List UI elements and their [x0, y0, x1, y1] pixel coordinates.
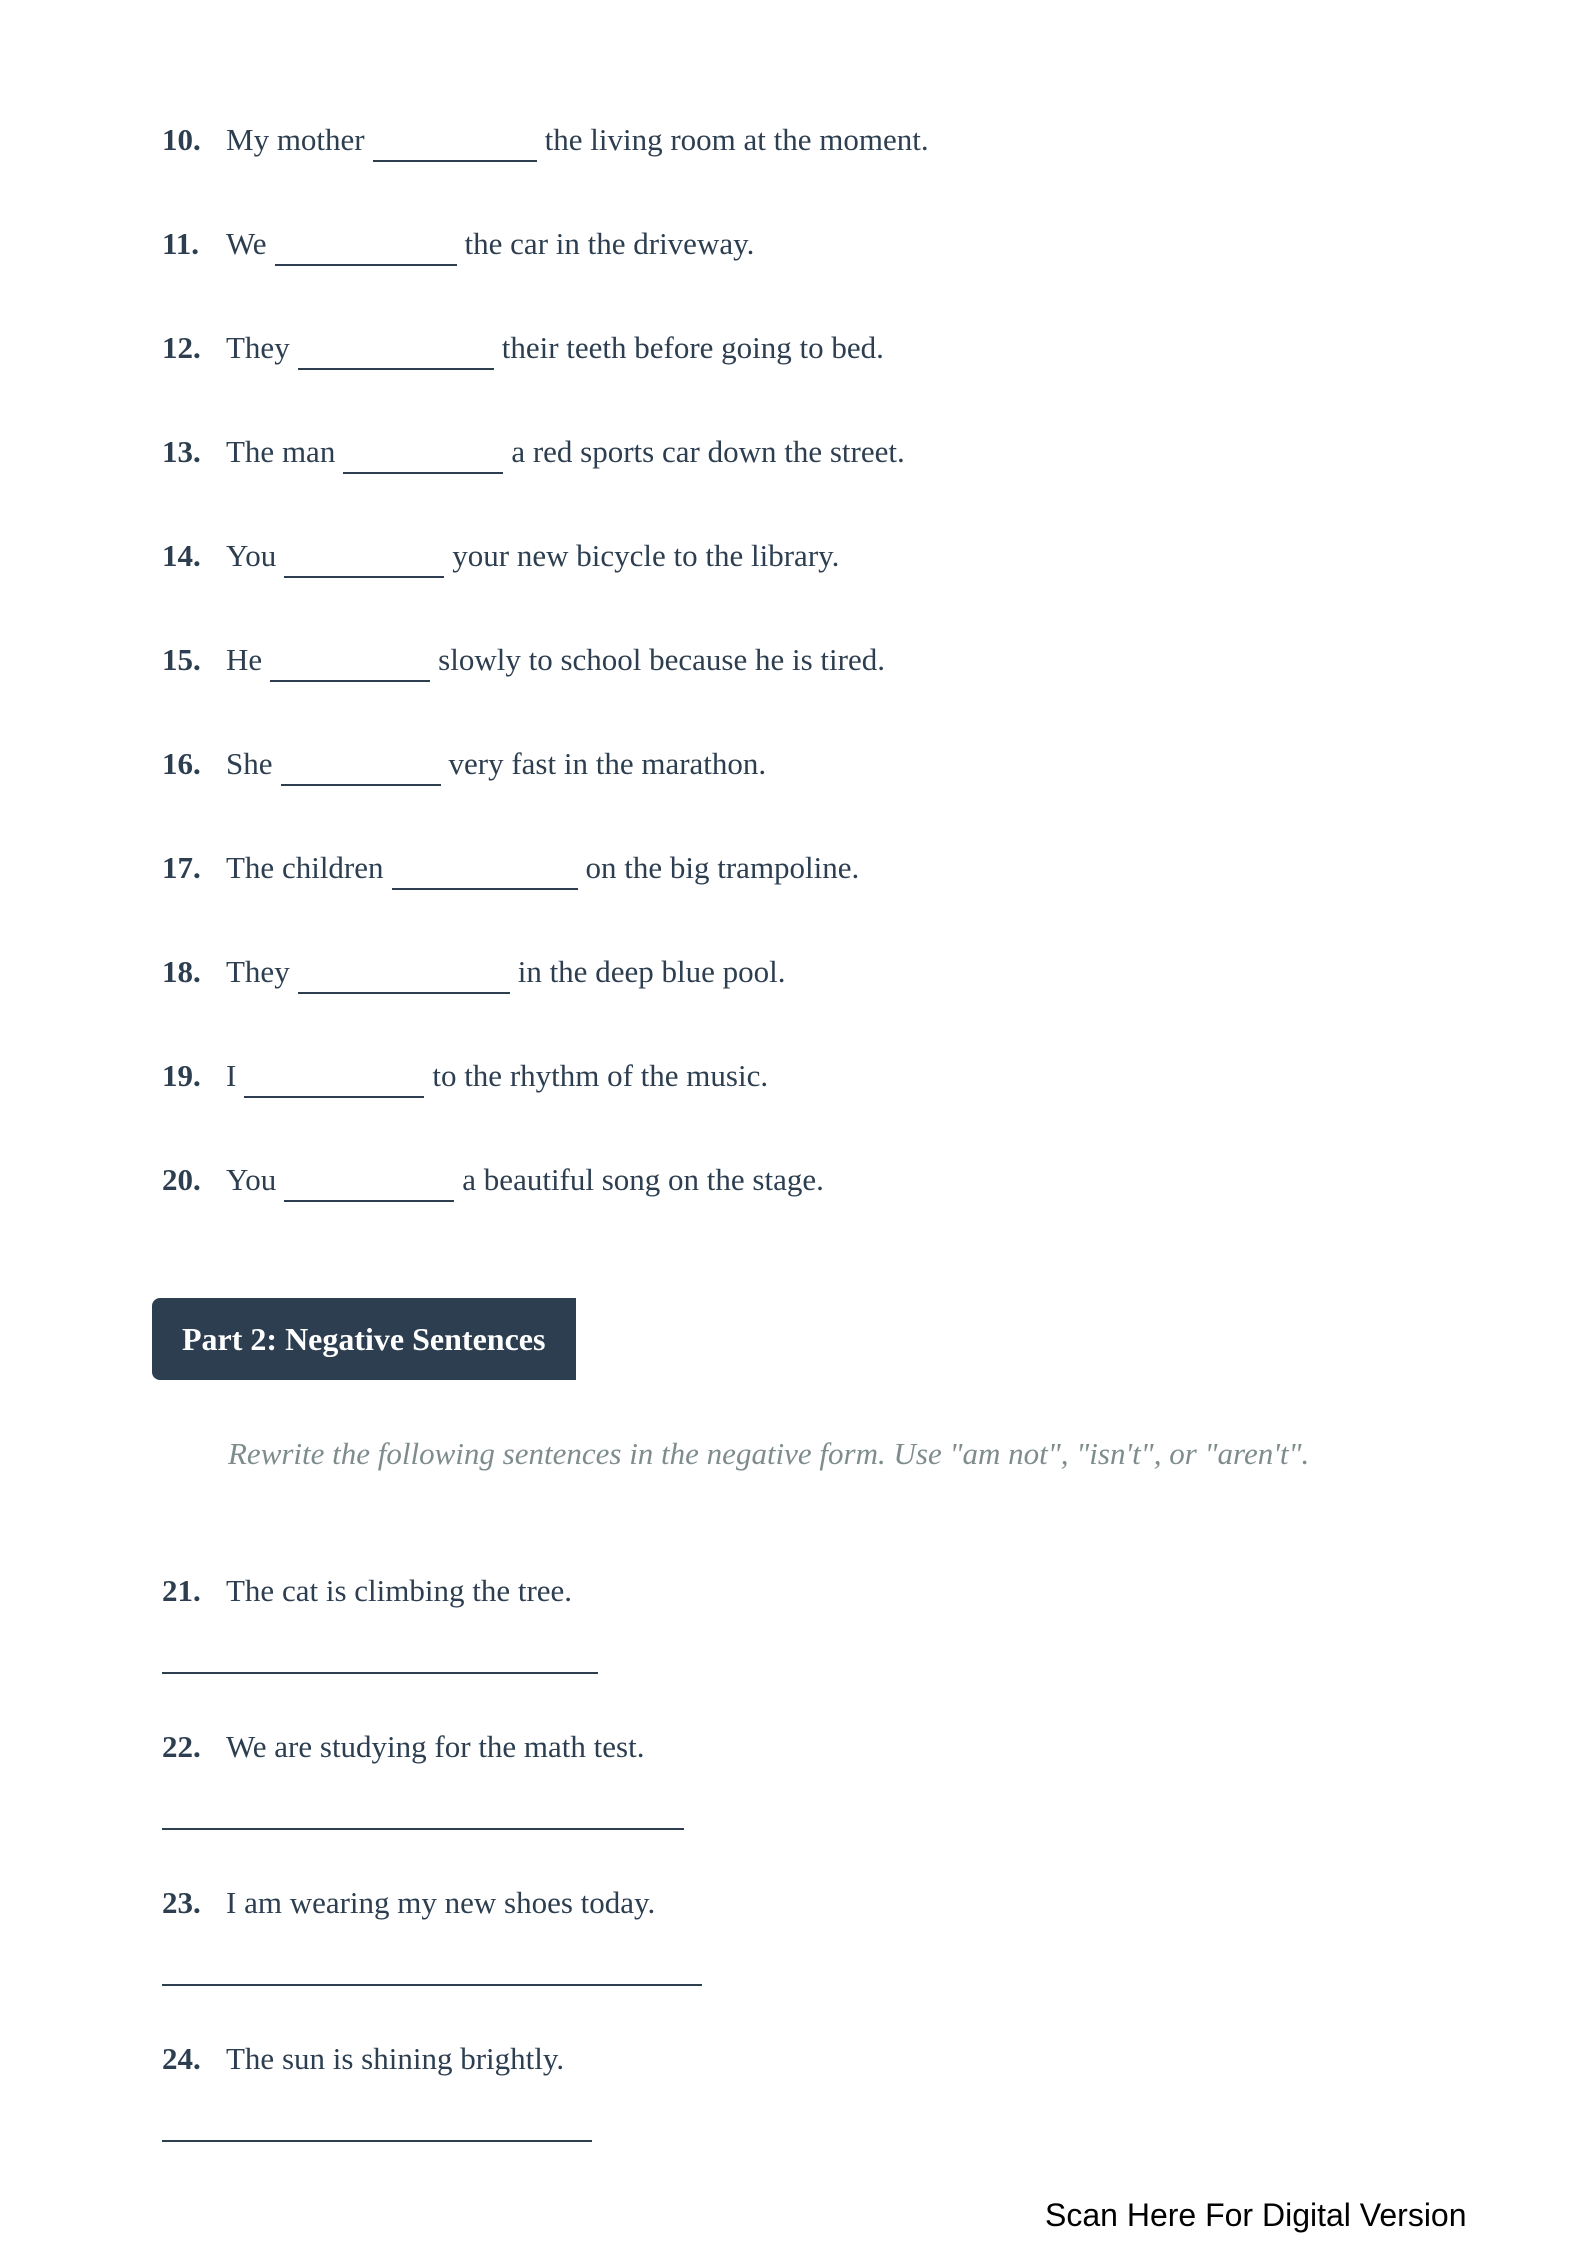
- part-2-header: Part 2: Negative Sentences: [152, 1298, 576, 1380]
- question-text-before: The children: [226, 850, 384, 885]
- scan-prompt: Scan Here For Digital Version: [1045, 2197, 1467, 2233]
- question-row-12: [162, 320, 1462, 424]
- answer-blank[interactable]: [244, 1060, 424, 1098]
- answer-blank[interactable]: [284, 540, 444, 578]
- question-text-after: slowly to school because he is tired.: [438, 642, 885, 677]
- answer-blank[interactable]: [270, 644, 430, 682]
- question-text-before: They: [226, 954, 290, 989]
- question-row-13: [162, 424, 1462, 528]
- part-2-instructions: Rewrite the following sentences in the negative form. Use "am not", "isn't", or "aren't".: [228, 1436, 1310, 1471]
- question-row-20: [162, 1152, 1462, 1256]
- question-text-after: in the deep blue pool.: [517, 954, 786, 989]
- question-number: 21.: [162, 1573, 201, 1608]
- question-number: 10.: [162, 122, 201, 157]
- question-number: 17.: [162, 850, 201, 885]
- question-row-21: [162, 1568, 1462, 1724]
- question-number: 22.: [162, 1729, 201, 1764]
- question-text-before: You: [226, 538, 277, 573]
- question-text-after: the car in the driveway.: [464, 226, 755, 261]
- question-row-22: [162, 1724, 1462, 1880]
- question-number: 15.: [162, 642, 201, 677]
- answer-blank[interactable]: [281, 748, 441, 786]
- question-number: 20.: [162, 1162, 201, 1197]
- question-text-before: She: [226, 746, 273, 781]
- answer-blank[interactable]: [284, 1164, 454, 1202]
- question-text-before: My mother: [226, 122, 365, 157]
- question-number: 12.: [162, 330, 201, 365]
- answer-line[interactable]: [162, 1672, 598, 1674]
- question-number: 18.: [162, 954, 201, 989]
- question-text-after: the living room at the moment.: [544, 122, 929, 157]
- answer-blank[interactable]: [373, 124, 537, 162]
- question-number: 23.: [162, 1885, 201, 1920]
- question-text-after: on the big trampoline.: [585, 850, 860, 885]
- question-number: 24.: [162, 2041, 201, 2076]
- answer-blank[interactable]: [275, 228, 457, 266]
- question-text: The sun is shining brightly.: [226, 2041, 565, 2076]
- answer-blank[interactable]: [298, 332, 494, 370]
- question-text: I am wearing my new shoes today.: [226, 1885, 656, 1920]
- question-row-15: [162, 632, 1462, 736]
- question-text-before: I: [226, 1058, 237, 1093]
- question-row-23: [162, 1880, 1462, 2036]
- question-number: 16.: [162, 746, 201, 781]
- question-row-18: [162, 944, 1462, 1048]
- question-text-after: a beautiful song on the stage.: [462, 1162, 824, 1197]
- question-row-14: [162, 528, 1462, 632]
- answer-blank[interactable]: [298, 956, 510, 994]
- question-text-after: a red sports car down the street.: [511, 434, 905, 469]
- fill-in-blank-section: [162, 112, 1462, 1256]
- question-text-before: You: [226, 1162, 277, 1197]
- question-row-17: [162, 840, 1462, 944]
- question-text-before: They: [226, 330, 290, 365]
- question-text-after: your new bicycle to the library.: [452, 538, 840, 573]
- question-text-after: very fast in the marathon.: [448, 746, 767, 781]
- question-number: 14.: [162, 538, 201, 573]
- question-row-11: [162, 216, 1462, 320]
- answer-blank[interactable]: [343, 436, 503, 474]
- question-text-before: He: [226, 642, 263, 677]
- question-number: 19.: [162, 1058, 201, 1093]
- negative-sentences-section: [162, 1568, 1462, 2192]
- question-number: 13.: [162, 434, 201, 469]
- answer-blank[interactable]: [392, 852, 578, 890]
- answer-line[interactable]: [162, 1984, 702, 1986]
- answer-line[interactable]: [162, 2140, 592, 2142]
- question-row-10: [162, 112, 1462, 216]
- question-text-before: We: [226, 226, 267, 261]
- question-row-19: [162, 1048, 1462, 1152]
- question-text: The cat is climbing the tree.: [226, 1573, 573, 1608]
- question-text-after: to the rhythm of the music.: [432, 1058, 769, 1093]
- question-text-before: The man: [226, 434, 336, 469]
- answer-line[interactable]: [162, 1828, 684, 1830]
- question-row-16: [162, 736, 1462, 840]
- question-text: We are studying for the math test.: [226, 1729, 645, 1764]
- question-row-24: [162, 2036, 1462, 2192]
- question-text-after: their teeth before going to bed.: [501, 330, 884, 365]
- question-number: 11.: [162, 226, 200, 261]
